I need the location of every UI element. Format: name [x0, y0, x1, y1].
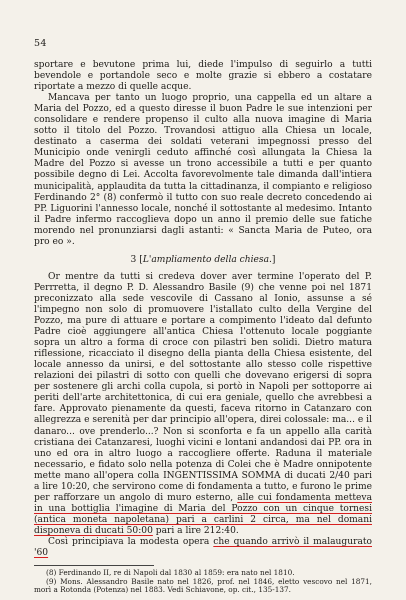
paragraph-1: sportare e bevutone prima lui, diede l'impulso di seguirlo a tutti bevendole e portandole seco e molte grazie si ebbero a costatare riportate a mezzo di quelle acque.	[34, 60, 372, 93]
section-bracket-close: ]	[271, 254, 276, 265]
paragraph-2: Mancava per tanto un luogo proprio, una cappella ed un altare a Maria del Pozzo, ed a questo diresse il buon Padre le sue intenzioni per consolidare e rendere propenso il culto alla nuova imagine di Maria sotto il titolo del Pozzo. Trovandosi attiguo alla Chiesa un locale, destinato a caserma dei soldati veterani impegnossi presso del Municipio onde venirgli ceduto affinché così allungata la Chiesa la Madre del Pozzo si avesse un trono accessibile a tutti e per quanto possibile degno di Lei. Accolta favorevolmente tale dimanda dall'intiera municipalità, applaudita da tutta la cittadinanza, il compianto e religioso Ferdinando 2° (8) confermò il tutto con suo reale decreto concedendo ai PP. Liguorini l'annesso locale, nonché il sottostante al medesimo. Intanto il Padre infermo raccoglieva dopo un anno il premio delle sue fatiche morendo nel pronunziarsi dagli astanti: « Sancta Maria de Puteo, ora pro eo ».	[34, 93, 372, 247]
paragraph-4-text: Così principiava la modesta opera	[48, 536, 214, 547]
footnotes	[34, 569, 372, 595]
paragraph-3-end: pari a lire 212:40.	[152, 525, 239, 536]
page-body	[34, 60, 372, 595]
paragraph-3	[34, 272, 372, 537]
section-title: L'ampliamento della chiesa.	[142, 254, 272, 265]
section-number: 3	[130, 254, 137, 265]
paragraph-3-text: Or mentre da tutti si credeva dover aver termine l'operato del P. Perrretta, il degno P. D. Alessandro Basile (9) che venne poi nel 1871 preconizzato alla sede vescovile di Cassano al Ionio, assunse a sé l'impegno non solo di promuovere l'istallato culto della Vergine del Pozzo, ma pure di attuare e portare a compimento l'ideato dal defunto Padre cioè aggiungere all'antica Chiesa l'ottenuto locale poggiante sopra un altro a forma di croce con pilastri ben solidi. Dietro matura riflessione, ricacciato il disegno della pianta della Chiesa esistente, del locale annesso da unirsi, e del sottostante allo stesso colle rispettive relazioni dei pilastri di sotto con quelli che dovevano erigersi di sopra per sostenere gli archi colla cupola, si portò in Napoli per sottoporre ai periti dell'arte architettonica, di cui era geniale, quello che avrebbesi a fare. Approvato pienamente da questi, faceva ritorno in Catanzaro con allegrezza e serenità per dar principio all'opera, direi colossale: ma... e il danaro... ove prenderlo...? Non si sconforta e fa un appello alla carità cristiana dei Catanzaresi, luoghi vicini e lontani andandosi dai PP. ora in uno ed ora in altro luogo a raccogliere offerte. Raduna il materiale necessario, e fidato solo nella potenza di Colei che è Madre onnipotente mette mano all'opera colla INGENTISSIMA SOMMA di ducati 2/40 pari a lire 10:20, che servirono come di fondamenta a tutto, e furono le prime per rafforzare un angolo di muro esterno,	[34, 271, 372, 503]
paragraph-4	[34, 537, 372, 559]
footnote-rule	[34, 565, 154, 566]
page-number: 54	[34, 38, 47, 49]
footnote-8: (8) Ferdinando II, re di Napoli dal 1830 al 1859: era nato nel 1810.	[46, 568, 295, 578]
section-bracket-open: [	[139, 254, 143, 265]
red-underlined-phrase: che quando arrivò il malaugurato '60	[34, 536, 372, 559]
section-heading	[34, 255, 372, 266]
red-underlined-passage: alle cui fondamenta metteva in una bottiglia l'imagine di Maria del Pozzo con un cinque tornesi (antica moneta napoletana) pari a carlini 2 circa, ma nel domani disponeva di ducati 50:00	[34, 492, 372, 536]
footnote-9: (9) Mons. Alessandro Basile nato nel 1826, prof. nel 1846, eletto vescovo nel 1871, morì a Rotonda (Potenza) nel 1883. Vedi Schiavone, op. cit., 135-137.	[34, 576, 372, 595]
